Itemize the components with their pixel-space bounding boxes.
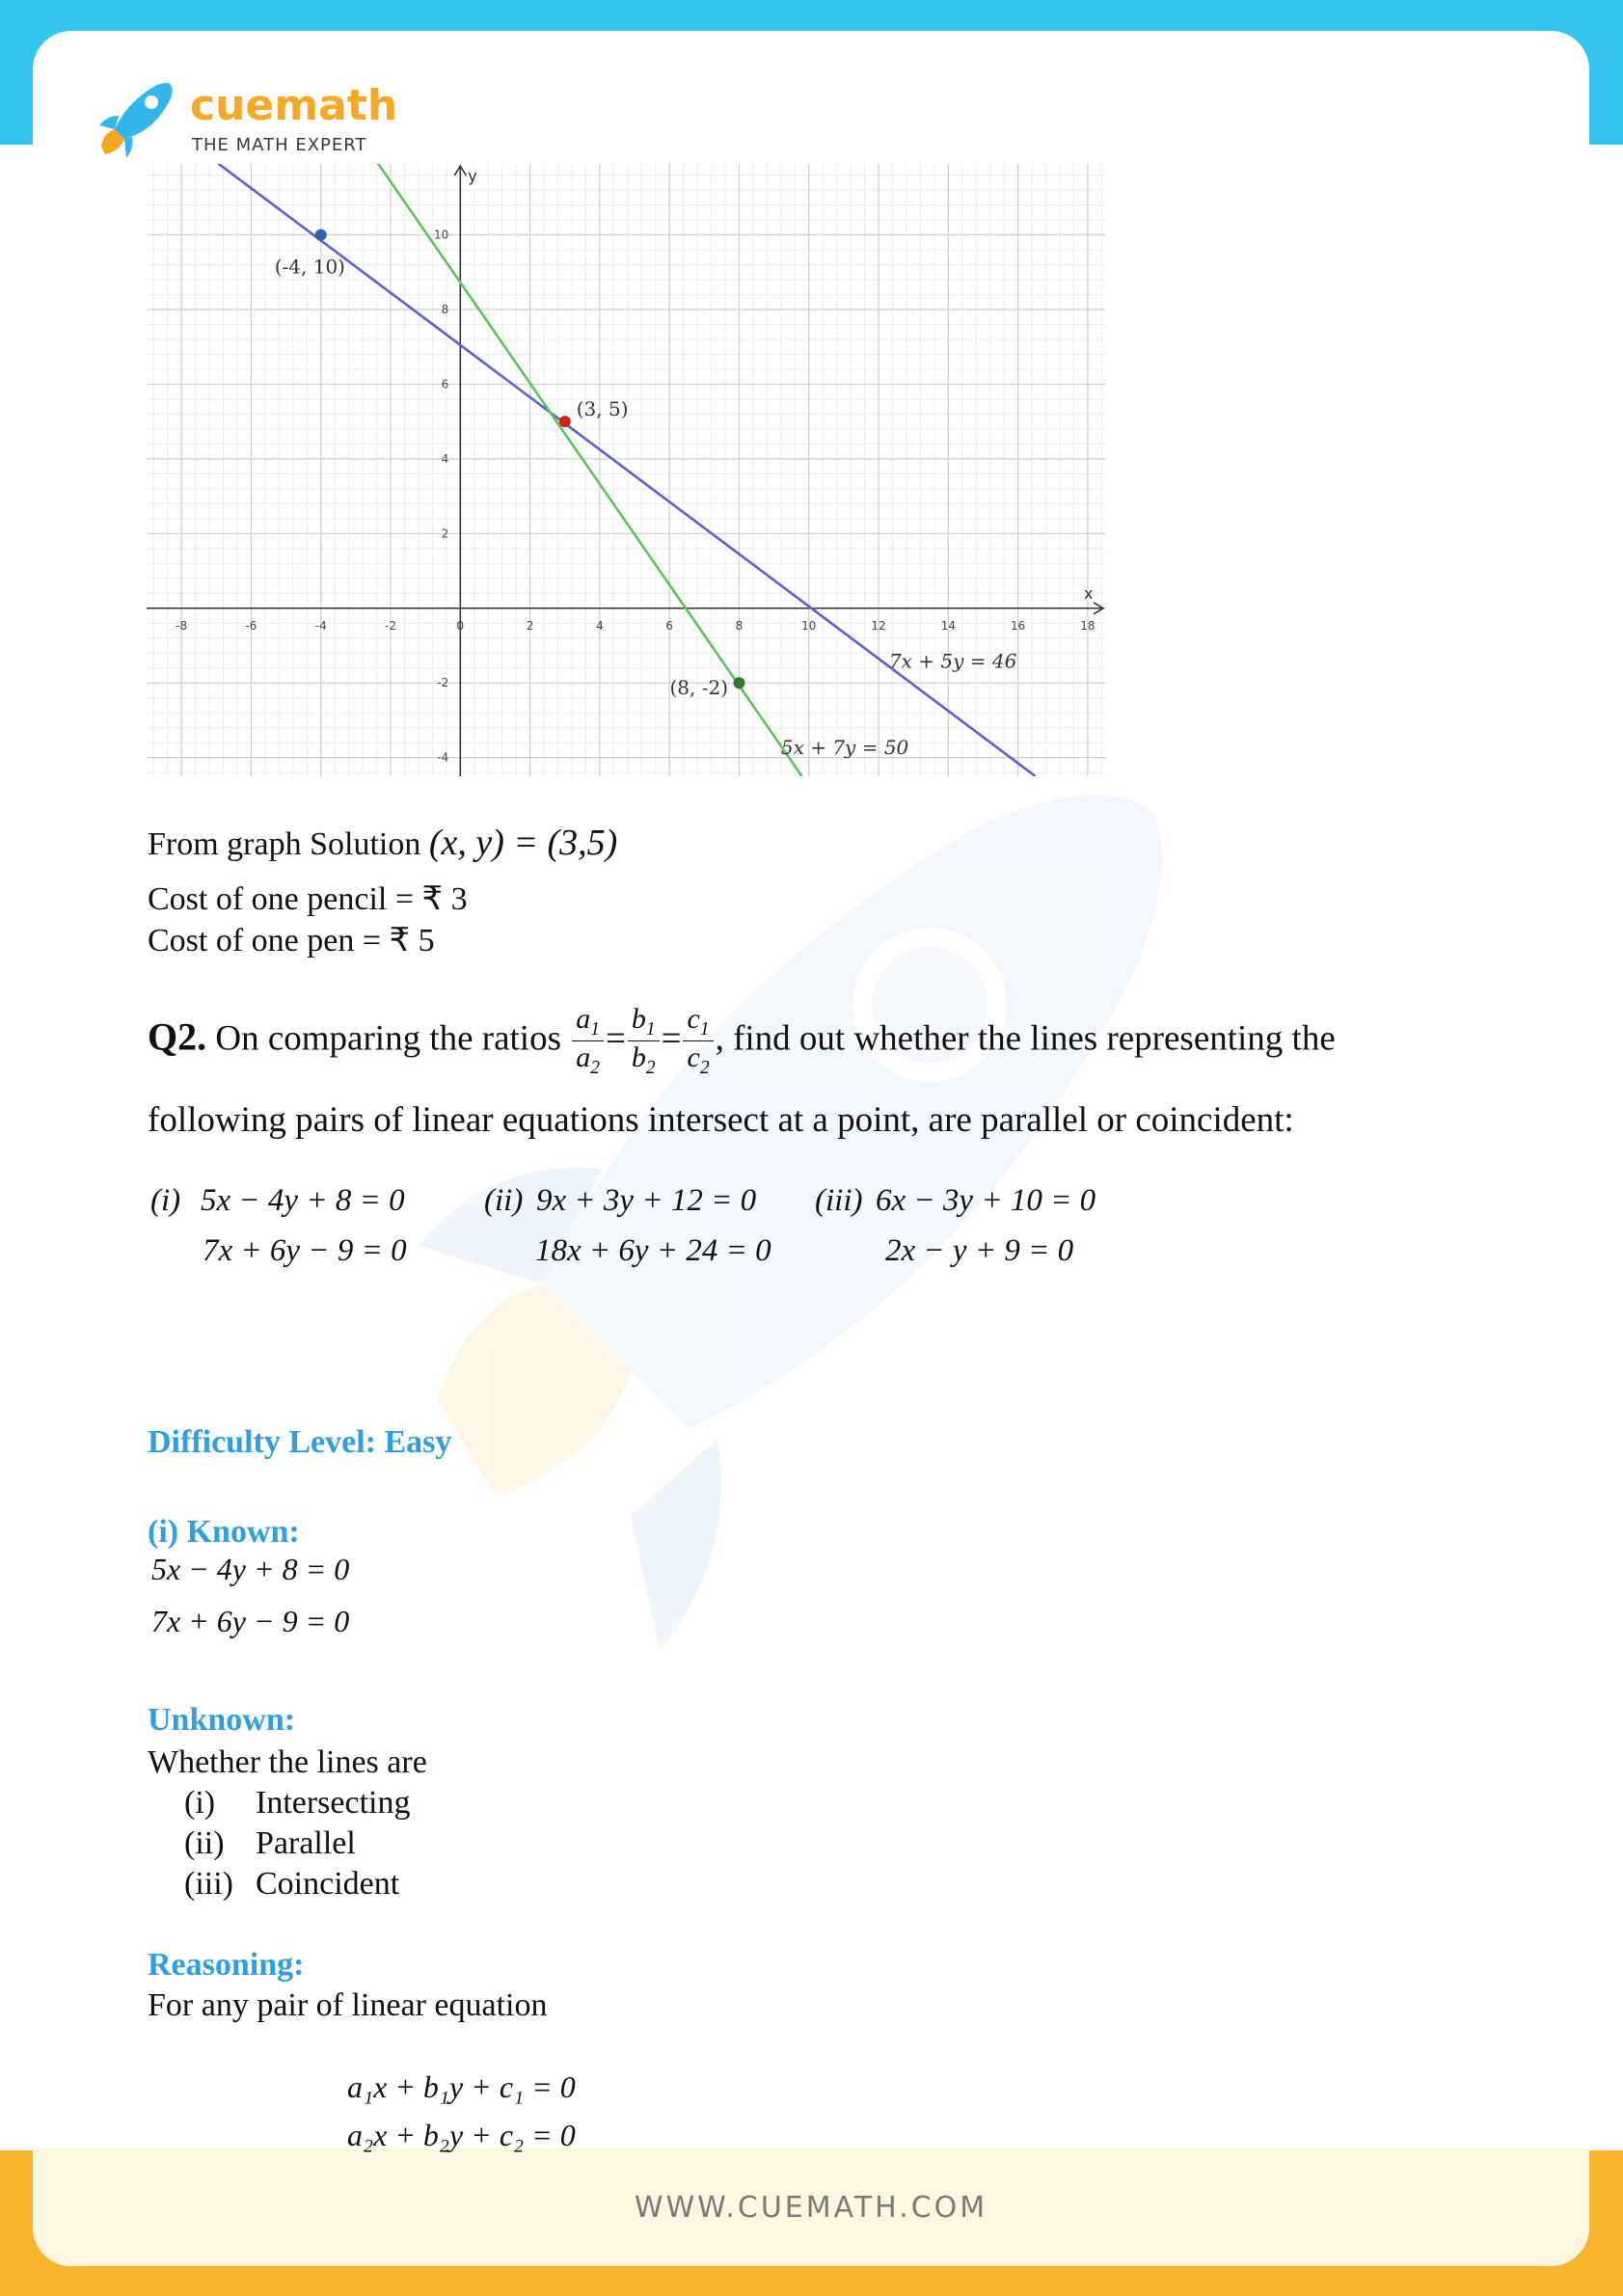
x-axis-label: x [1084, 583, 1094, 603]
known-eq1: 5x − 4y + 8 = 0 [151, 1552, 350, 1586]
x-tick-label: 8 [735, 618, 744, 633]
pair-3-eq1: 6x − 3y + 10 = 0 [876, 1183, 1096, 1218]
x-tick-label: -4 [314, 618, 327, 633]
ratio-eq-1: = [605, 1018, 626, 1059]
question-text-after: , find out whether the lines representing the [715, 1018, 1336, 1059]
pencil-cost: Cost of one pencil = ₹ 3 [148, 881, 468, 917]
pair-3-eq2: 2x − y + 9 = 0 [885, 1233, 1074, 1268]
rocket-watermark-icon [312, 706, 1373, 1767]
unknown-text: Whether the lines are [148, 1744, 427, 1780]
y-tick-label: 4 [441, 451, 449, 466]
y-tick-label: 2 [441, 527, 449, 541]
question-label: Q2. [148, 1014, 207, 1059]
unknown-item-3-label: Coincident [256, 1866, 400, 1902]
data-point [733, 677, 744, 689]
x-tick-label: 18 [1080, 618, 1096, 633]
ratio-c2: c [687, 1041, 700, 1074]
pen-cost: Cost of one pen = ₹ 5 [148, 923, 435, 959]
question-2-line2: following pairs of linear equations intersect at a point, are parallel or coincident: [148, 1100, 1294, 1140]
cuemath-logo [92, 77, 400, 164]
general-equation-1: a₁x + b₁y + c₁ = 0 [347, 2069, 576, 2104]
ratio-c1-sub: 1 [699, 1019, 710, 1040]
y-tick-label: 10 [434, 228, 449, 242]
ratio-a-fraction [572, 1003, 604, 1080]
unknown-heading: Unknown: [148, 1702, 296, 1738]
x-tick-label: 0 [456, 618, 465, 633]
known-heading: (i) Known: [148, 1514, 300, 1550]
x-tick-label: 4 [596, 618, 604, 633]
data-point [315, 230, 327, 241]
ratio-c2-sub: 2 [699, 1058, 710, 1079]
x-tick-label: 10 [801, 618, 817, 633]
x-tick-label: 2 [526, 618, 534, 633]
pair-1-eq2: 7x + 6y − 9 = 0 [203, 1233, 407, 1268]
ratio-b-fraction [628, 1003, 660, 1080]
brand-name: cuemath [190, 81, 398, 130]
footer-strip [33, 2148, 1589, 2266]
x-tick-label: 12 [871, 618, 886, 633]
y-tick-label: 6 [441, 377, 449, 392]
pair-2-eq2: 18x + 6y + 24 = 0 [535, 1233, 771, 1268]
reasoning-text: For any pair of linear equation [148, 1987, 548, 2023]
x-tick-label: -8 [176, 618, 188, 633]
x-tick-label: -2 [385, 618, 397, 633]
unknown-item-2-num: (ii) [184, 1825, 225, 1861]
line-equation-label-1: 7x + 5y = 46 [888, 649, 1017, 673]
ratio-a1: a [576, 1003, 591, 1035]
ratio-a2-sub: 2 [590, 1058, 600, 1079]
pair-2-num: (ii) [484, 1183, 524, 1218]
pair-1-eq1: 5x − 4y + 8 = 0 [201, 1183, 405, 1218]
reasoning-heading: Reasoning: [148, 1947, 305, 1983]
ratio-b2-sub: 2 [645, 1058, 656, 1079]
solution-tuple: (x, y) = (3,5) [428, 823, 618, 863]
brand-tagline: THE MATH EXPERT [192, 135, 367, 155]
point-label-3-5: (3, 5) [576, 397, 629, 421]
ratio-b1-sub: 1 [645, 1019, 656, 1040]
y-axis-label: y [468, 167, 477, 185]
pair-3-num: (iii) [815, 1183, 863, 1218]
data-point [559, 416, 571, 427]
ratio-a2: a [576, 1041, 591, 1074]
x-tick-label: 16 [1010, 618, 1026, 633]
ratio-c-fraction [683, 1003, 713, 1080]
x-tick-label: 6 [665, 618, 674, 633]
known-eq2: 7x + 6y − 9 = 0 [151, 1604, 350, 1638]
unknown-item-2-label: Parallel [256, 1825, 356, 1861]
line-equation-label-2: 5x + 7y = 50 [780, 735, 909, 759]
solution-line [148, 822, 617, 864]
footer-url[interactable]: WWW.CUEMATH.COM [634, 2190, 988, 2225]
y-tick-label: -2 [437, 676, 449, 690]
y-tick-label: 8 [441, 303, 449, 317]
x-tick-label: 14 [940, 618, 956, 633]
ratio-b2: b [631, 1041, 646, 1074]
general-equation-2: a₂x + b₂y + c₂ = 0 [347, 2118, 576, 2152]
linear-equations-graph [147, 164, 1105, 776]
ratio-c1: c [687, 1003, 700, 1035]
ratio-b1: b [631, 1003, 646, 1035]
question-2-line1 [148, 1003, 1336, 1080]
unknown-item-3-num: (iii) [184, 1866, 233, 1902]
x-tick-label: -6 [245, 618, 257, 633]
question-text-before: On comparing the ratios [215, 1018, 561, 1059]
unknown-item-1-label: Intersecting [256, 1785, 411, 1821]
point-label-neg4-10: (-4, 10) [274, 255, 345, 279]
ratio-a1-sub: 1 [590, 1019, 600, 1040]
point-label-8-neg2: (8, -2) [669, 676, 729, 700]
unknown-item-1-num: (i) [184, 1785, 216, 1821]
difficulty-level: Difficulty Level: Easy [148, 1424, 452, 1460]
pair-2-eq1: 9x + 3y + 12 = 0 [536, 1183, 757, 1218]
from-graph-label: From graph Solution [148, 826, 421, 862]
rocket-logo-icon [92, 77, 178, 164]
pair-1-num: (i) [150, 1183, 181, 1218]
y-tick-label: -4 [437, 750, 449, 765]
ratio-eq-2: = [661, 1018, 682, 1059]
